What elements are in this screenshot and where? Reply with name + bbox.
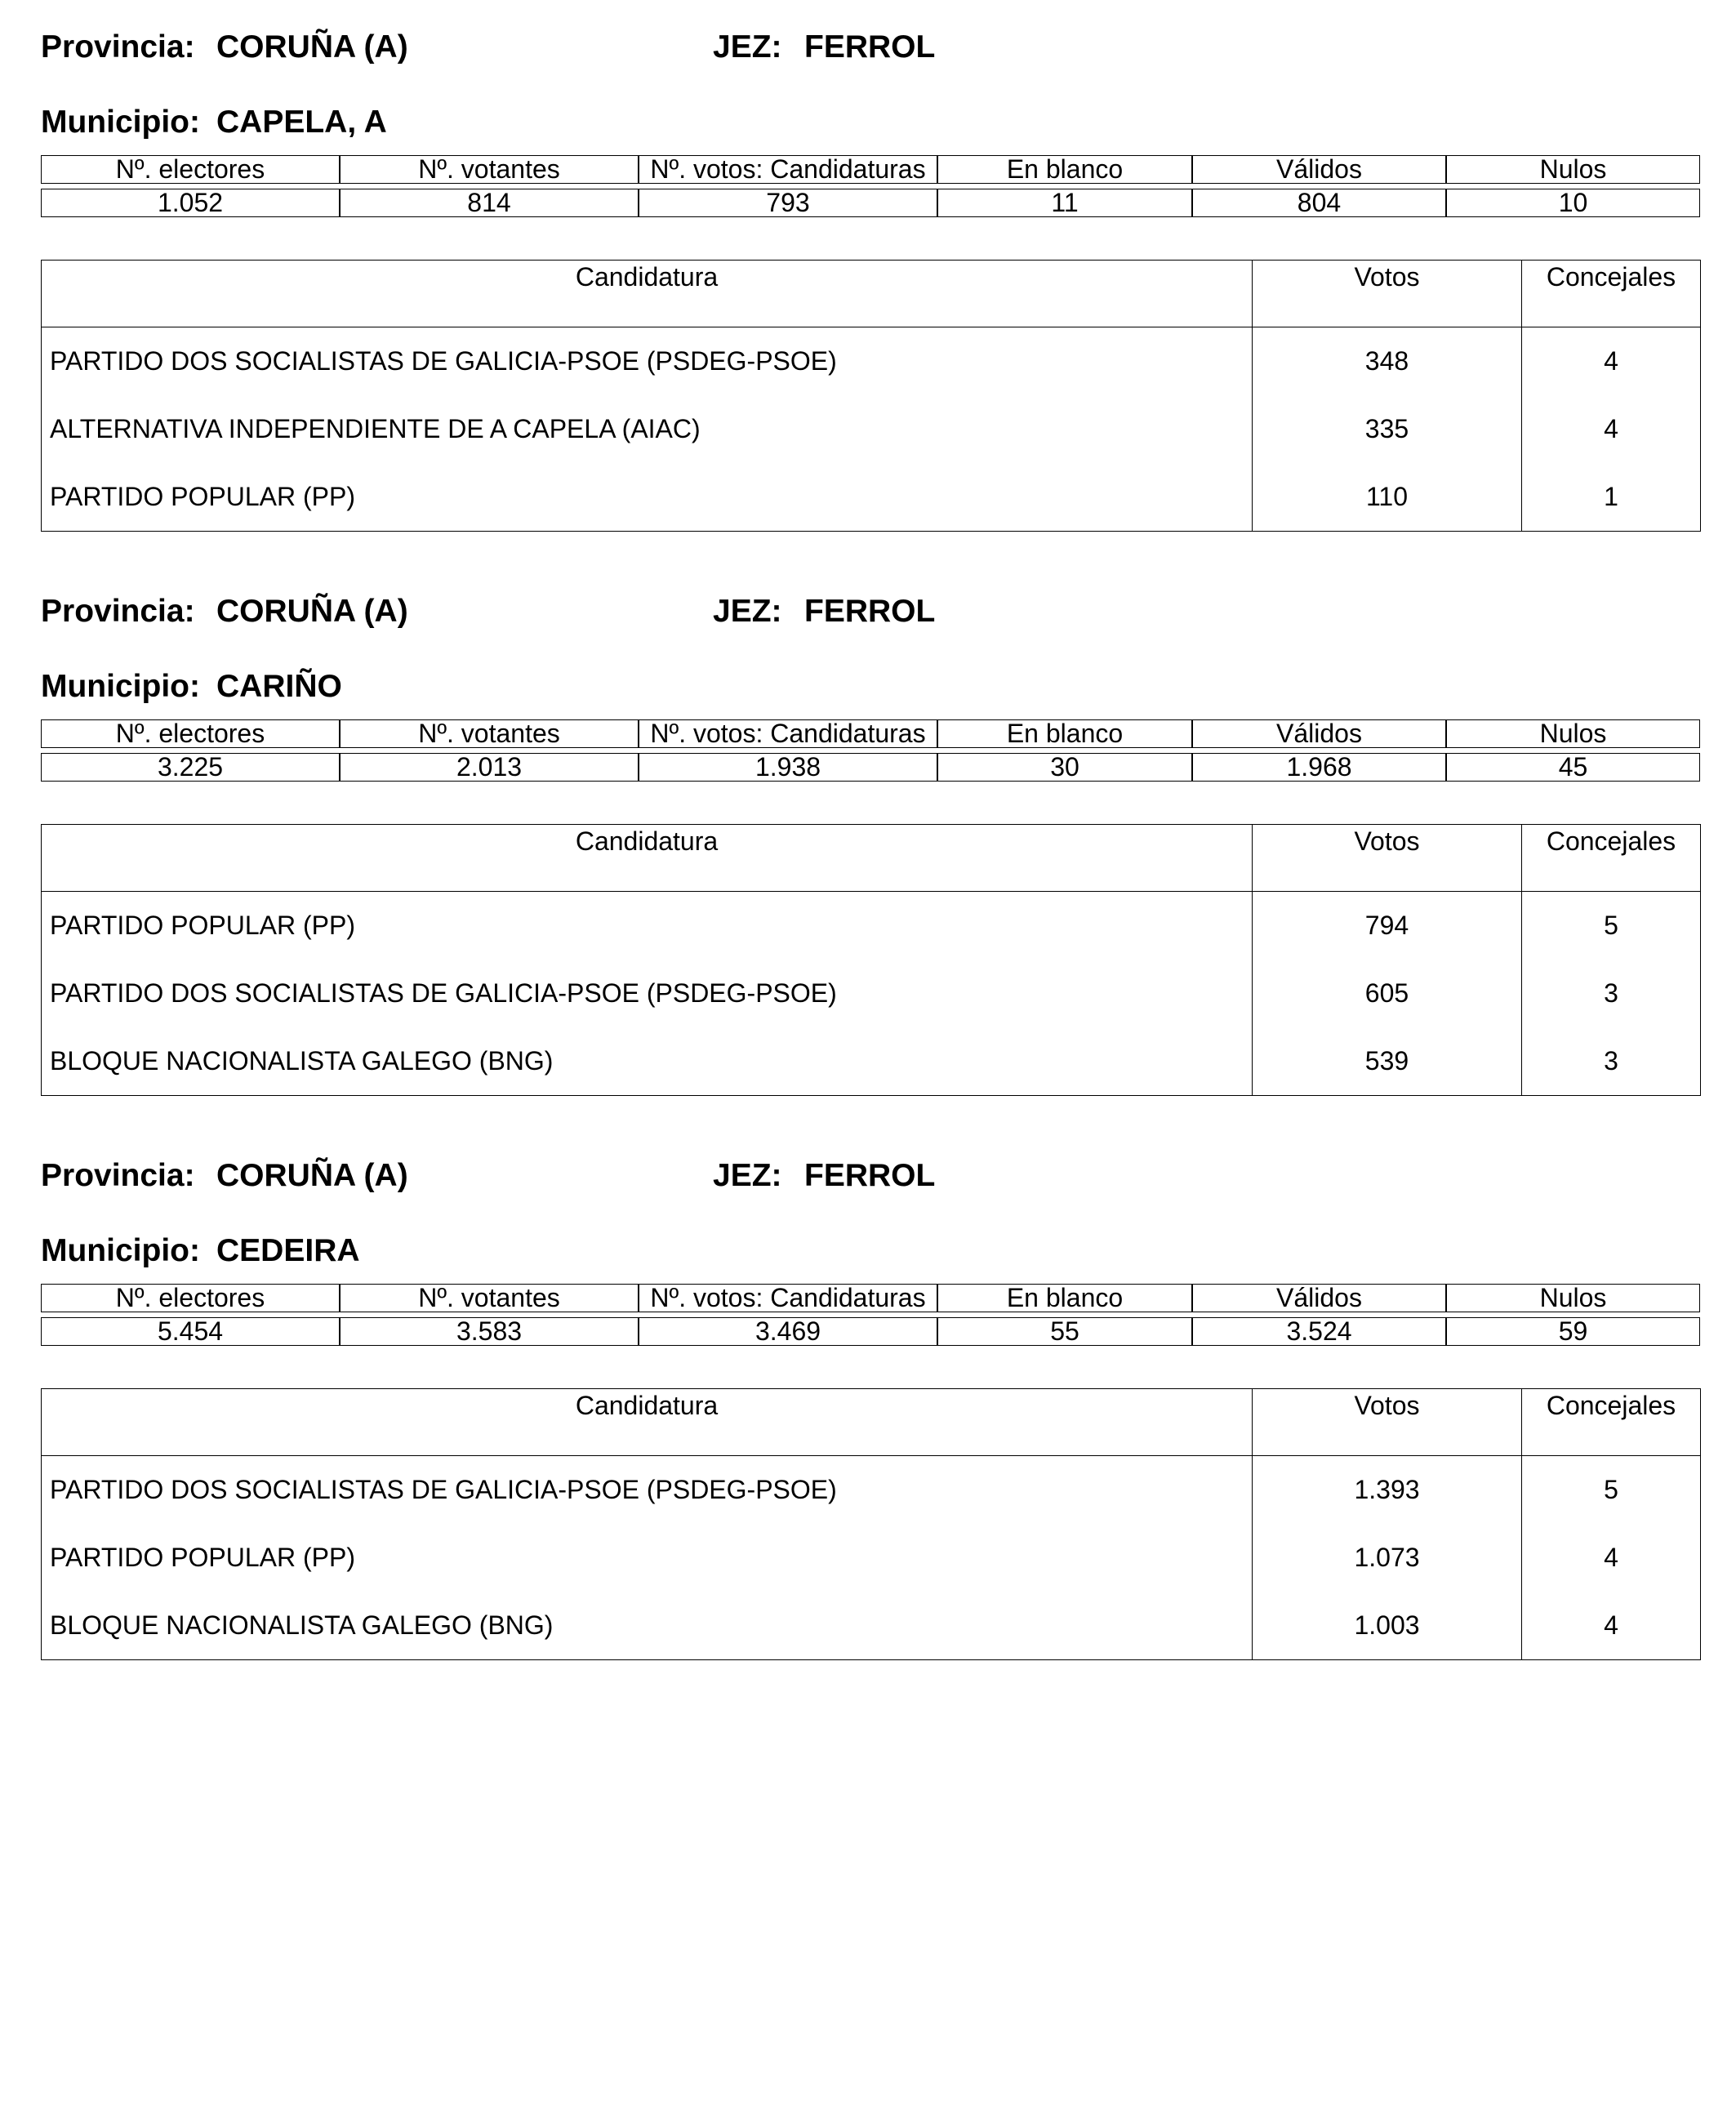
header-row: [41, 1151, 1700, 1200]
municipio-row: [41, 662, 1700, 711]
en-blanco-header: En blanco: [937, 719, 1192, 748]
votantes-value: 2.013: [340, 753, 639, 782]
municipio-value: CAPELA, A: [216, 105, 387, 140]
concejales-value: 5: [1522, 1456, 1701, 1525]
votos-candidaturas-value: 793: [639, 189, 937, 217]
municipio-section: [41, 1151, 1700, 1640]
en-blanco-header: En blanco: [937, 1284, 1192, 1312]
nulos-value: 59: [1446, 1317, 1700, 1346]
candidatura-name: PARTIDO POPULAR (PP): [42, 892, 1253, 960]
electores-value: 5.454: [41, 1317, 340, 1346]
votantes-value: 3.583: [340, 1317, 639, 1346]
stats-table: [41, 155, 1700, 217]
jez-value: FERROL: [804, 594, 936, 629]
jez-label: JEZ:: [713, 29, 782, 65]
votos-value: 1.073: [1253, 1524, 1522, 1592]
validos-header: Válidos: [1192, 155, 1446, 184]
header-row: [41, 23, 1700, 72]
candidatura-name: PARTIDO POPULAR (PP): [42, 463, 1253, 532]
stats-value-row: [41, 753, 1700, 782]
candidaturas-table: [41, 824, 1701, 1096]
votos-candidaturas-header: Nº. votos: Candidaturas: [639, 1284, 937, 1312]
electores-header: Nº. electores: [41, 1284, 340, 1312]
validos-value: 3.524: [1192, 1317, 1446, 1346]
jez-label: JEZ:: [713, 594, 782, 629]
municipio-label: Municipio:: [41, 105, 200, 140]
stats-table: [41, 1284, 1700, 1346]
concejales-value: 4: [1522, 1524, 1701, 1592]
candidatura-name: PARTIDO DOS SOCIALISTAS DE GALICIA-PSOE (PSDEG-PSOE): [42, 1456, 1253, 1525]
candidaturas-header-row: [42, 825, 1701, 892]
electores-value: 3.225: [41, 753, 340, 782]
votos-header: Votos: [1253, 261, 1522, 327]
table-row: [42, 395, 1701, 463]
jez-value: FERROL: [804, 1158, 936, 1193]
stats-header-row: [41, 155, 1700, 184]
header-row: [41, 587, 1700, 636]
votos-candidaturas-value: 3.469: [639, 1317, 937, 1346]
candidaturas-header-row: [42, 1389, 1701, 1456]
table-row: [42, 327, 1701, 396]
en-blanco-value: 30: [937, 753, 1192, 782]
nulos-value: 45: [1446, 753, 1700, 782]
stats-value-row: [41, 1317, 1700, 1346]
en-blanco-value: 55: [937, 1317, 1192, 1346]
concejales-header: Concejales: [1522, 1389, 1701, 1456]
en-blanco-value: 11: [937, 189, 1192, 217]
candidatura-header: Candidatura: [42, 1389, 1253, 1456]
votos-value: 348: [1253, 327, 1522, 396]
municipio-section: [41, 23, 1700, 511]
votos-header: Votos: [1253, 1389, 1522, 1456]
votos-value: 110: [1253, 463, 1522, 532]
candidaturas-table: [41, 260, 1701, 532]
nulos-header: Nulos: [1446, 155, 1700, 184]
stats-header-row: [41, 719, 1700, 748]
electores-header: Nº. electores: [41, 719, 340, 748]
votantes-value: 814: [340, 189, 639, 217]
municipio-label: Municipio:: [41, 669, 200, 704]
candidatura-name: PARTIDO POPULAR (PP): [42, 1524, 1253, 1592]
municipio-row: [41, 1227, 1700, 1276]
nulos-value: 10: [1446, 189, 1700, 217]
votos-candidaturas-header: Nº. votos: Candidaturas: [639, 719, 937, 748]
provincia-label: Provincia:: [41, 594, 195, 629]
table-row: [42, 1592, 1701, 1660]
candidatura-name: ALTERNATIVA INDEPENDIENTE DE A CAPELA (AIAC): [42, 395, 1253, 463]
votos-candidaturas-value: 1.938: [639, 753, 937, 782]
candidatura-name: BLOQUE NACIONALISTA GALEGO (BNG): [42, 1592, 1253, 1660]
table-row: [42, 1456, 1701, 1525]
electores-value: 1.052: [41, 189, 340, 217]
provincia-label: Provincia:: [41, 29, 195, 65]
table-row: [42, 892, 1701, 960]
table-row: [42, 463, 1701, 532]
validos-value: 1.968: [1192, 753, 1446, 782]
votos-value: 605: [1253, 960, 1522, 1027]
votos-value: 335: [1253, 395, 1522, 463]
stats-header-row: [41, 1284, 1700, 1312]
votos-candidaturas-header: Nº. votos: Candidaturas: [639, 155, 937, 184]
provincia-value: CORUÑA (A): [216, 29, 408, 65]
candidaturas-table: [41, 1388, 1701, 1660]
stats-table: [41, 719, 1700, 782]
table-row: [42, 1027, 1701, 1096]
nulos-header: Nulos: [1446, 1284, 1700, 1312]
concejales-value: 1: [1522, 463, 1701, 532]
municipio-value: CEDEIRA: [216, 1233, 360, 1268]
provincia-value: CORUÑA (A): [216, 1158, 408, 1193]
jez-value: FERROL: [804, 29, 936, 65]
provincia-label: Provincia:: [41, 1158, 195, 1193]
concejales-value: 4: [1522, 395, 1701, 463]
table-row: [42, 960, 1701, 1027]
candidatura-header: Candidatura: [42, 261, 1253, 327]
concejales-header: Concejales: [1522, 261, 1701, 327]
candidatura-name: BLOQUE NACIONALISTA GALEGO (BNG): [42, 1027, 1253, 1096]
votos-value: 1.393: [1253, 1456, 1522, 1525]
concejales-value: 5: [1522, 892, 1701, 960]
nulos-header: Nulos: [1446, 719, 1700, 748]
provincia-value: CORUÑA (A): [216, 594, 408, 629]
table-row: [42, 1524, 1701, 1592]
municipio-row: [41, 98, 1700, 147]
candidatura-name: PARTIDO DOS SOCIALISTAS DE GALICIA-PSOE (PSDEG-PSOE): [42, 327, 1253, 396]
electores-header: Nº. electores: [41, 155, 340, 184]
votantes-header: Nº. votantes: [340, 155, 639, 184]
concejales-value: 3: [1522, 960, 1701, 1027]
votos-value: 539: [1253, 1027, 1522, 1096]
votos-header: Votos: [1253, 825, 1522, 892]
votantes-header: Nº. votantes: [340, 719, 639, 748]
concejales-header: Concejales: [1522, 825, 1701, 892]
validos-value: 804: [1192, 189, 1446, 217]
votos-value: 1.003: [1253, 1592, 1522, 1660]
municipio-label: Municipio:: [41, 1233, 200, 1268]
candidatura-name: PARTIDO DOS SOCIALISTAS DE GALICIA-PSOE (PSDEG-PSOE): [42, 960, 1253, 1027]
candidatura-header: Candidatura: [42, 825, 1253, 892]
concejales-value: 4: [1522, 327, 1701, 396]
en-blanco-header: En blanco: [937, 155, 1192, 184]
votantes-header: Nº. votantes: [340, 1284, 639, 1312]
validos-header: Válidos: [1192, 719, 1446, 748]
validos-header: Válidos: [1192, 1284, 1446, 1312]
municipio-section: [41, 587, 1700, 1076]
concejales-value: 4: [1522, 1592, 1701, 1660]
concejales-value: 3: [1522, 1027, 1701, 1096]
stats-value-row: [41, 189, 1700, 217]
votos-value: 794: [1253, 892, 1522, 960]
candidaturas-header-row: [42, 261, 1701, 327]
municipio-value: CARIÑO: [216, 669, 342, 704]
jez-label: JEZ:: [713, 1158, 782, 1193]
